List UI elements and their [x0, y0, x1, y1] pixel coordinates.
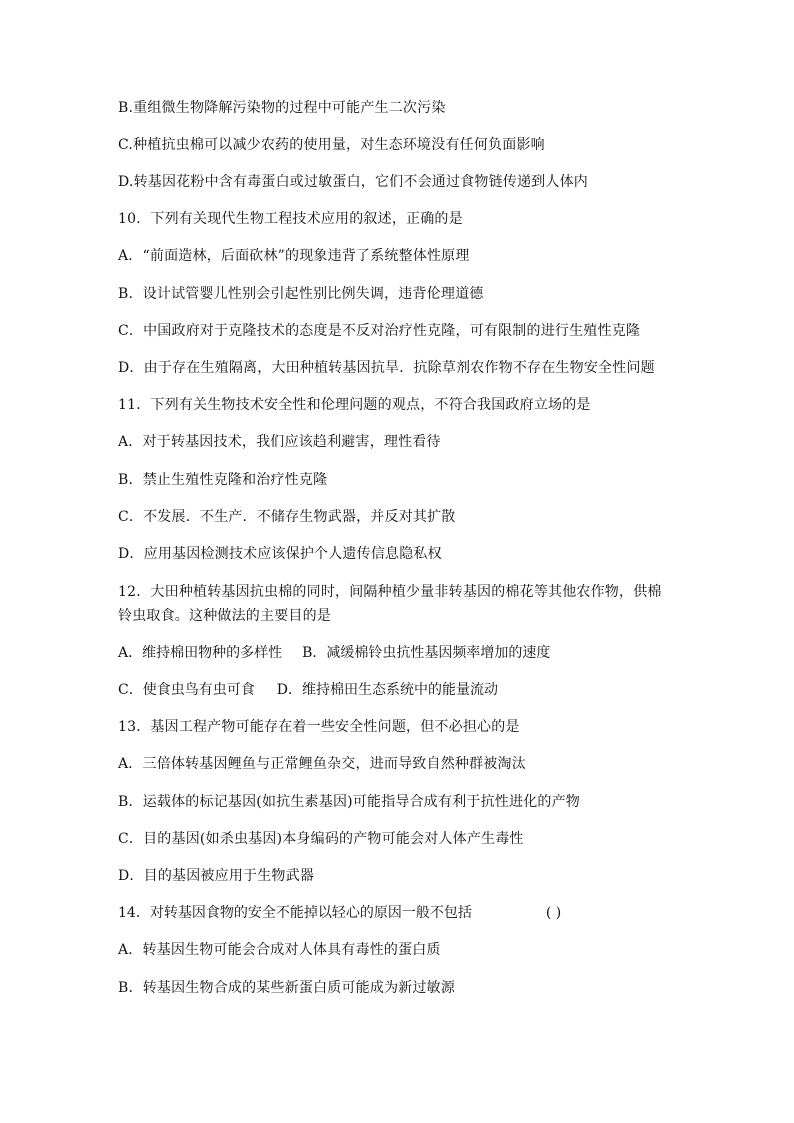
- q11-option-a: A．对于转基因技术，我们应该趋利避害，理性看待: [118, 434, 441, 450]
- q10-option-d: D．由于存在生殖隔离，大田种植转基因抗旱．抗除草剂农作物不存在生物安全性问题: [118, 360, 655, 376]
- q12-option-b: B．减缓棉铃虫抗性基因频率增加的速度: [302, 645, 551, 661]
- q12-stem-line2: 铃虫取食。这种做法的主要目的是: [118, 608, 331, 624]
- q13-option-a: A．三倍体转基因鲤鱼与正常鲤鱼杂交，进而导致自然种群被淘汰: [118, 756, 526, 772]
- q10-stem: 10．下列有关现代生物工程技术应用的叙述，正确的是: [118, 211, 463, 227]
- q12-option-c: C．使食虫鸟有虫可食: [118, 682, 255, 698]
- q13-option-b: B．运载体的标记基因(如抗生素基因)可能指导合成有利于抗性进化的产物: [118, 794, 581, 810]
- q13-option-c: C．目的基因(如杀虫基因)本身编码的产物可能会对人体产生毒性: [118, 831, 524, 847]
- q12-option-a: A．维持棉田物种的多样性: [118, 645, 283, 661]
- q10-option-b: B．设计试管婴儿性别会引起性别比例失调，违背伦理道德: [118, 286, 484, 302]
- q12-option-d: D．维持棉田生态系统中的能量流动: [276, 682, 498, 698]
- q14-option-b: B．转基因生物合成的某些新蛋白质可能成为新过敏源: [118, 980, 456, 996]
- q11-option-c: C．不发展．不生产．不储存生物武器，并反对其扩散: [118, 509, 456, 525]
- q12-stem-line1: 12．大田种植转基因抗虫棉的同时，间隔种植少量非转基因的棉花等其他农作物，供棉: [118, 584, 662, 600]
- q9-option-c: C.种植抗虫棉可以减少农药的使用量，对生态环境没有任何负面影响: [118, 137, 545, 153]
- q13-stem: 13．基因工程产物可能存在着一些安全性问题，但不必担心的是: [118, 719, 520, 735]
- q9-option-d: D.转基因花粉中含有毒蛋白或过敏蛋白，它们不会通过食物链传递到人体内: [118, 174, 588, 190]
- q14-option-a: A．转基因生物可能会合成对人体具有毒性的蛋白质: [118, 942, 441, 958]
- q11-option-b: B．禁止生殖性克隆和治疗性克隆: [118, 472, 328, 488]
- q12-options-ab: [118, 645, 708, 661]
- q10-option-c: C．中国政府对于克隆技术的态度是不反对治疗性克隆，可有限制的进行生殖性克隆: [118, 323, 641, 339]
- q14-stem-row: [118, 905, 708, 921]
- q11-option-d: D．应用基因检测技术应该保护个人遗传信息隐私权: [118, 546, 442, 562]
- q12-options-cd: [118, 682, 708, 698]
- q10-option-a: A．“前面造林，后面砍林”的现象违背了系统整体性原理: [118, 248, 470, 264]
- q9-option-b: B.重组微生物降解污染物的过程中可能产生二次污染: [118, 100, 446, 116]
- q13-option-d: D．目的基因被应用于生物武器: [118, 868, 315, 884]
- answer-blank: ( ): [545, 905, 562, 921]
- q11-stem: 11．下列有关生物技术安全性和伦理问题的观点，不符合我国政府立场的是: [118, 397, 591, 413]
- q14-stem: 14．对转基因食物的安全不能掉以轻心的原因一般不包括: [118, 905, 472, 921]
